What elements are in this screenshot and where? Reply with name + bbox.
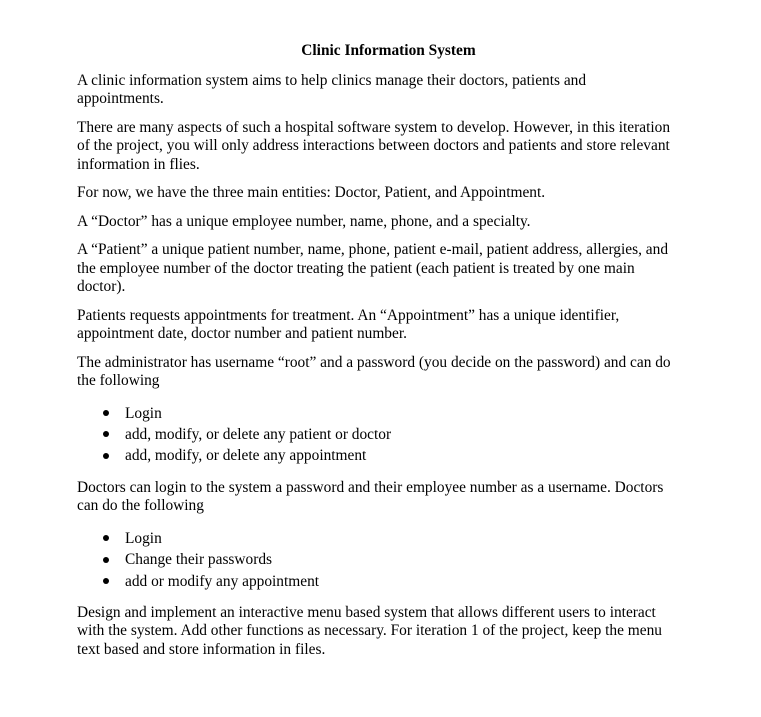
design-paragraph: Design and implement an interactive menu based system that allows different users to interact with the system. Add other functions as necessary. For iteration 1 of the project, keep the menu text based and store information in files.	[77, 603, 662, 658]
document-title: Clinic Information System	[301, 42, 476, 59]
bullet-icon	[103, 557, 109, 563]
bullet-icon	[103, 431, 109, 437]
list-item-label: Change their passwords	[125, 551, 273, 569]
bullet-icon	[103, 535, 109, 541]
list-item-label: add, modify, or delete any patient or doctor	[125, 425, 392, 443]
appointment-paragraph: Patients requests appointments for treatment. An “Appointment” has a unique identifier, appointment date, doctor number and patient number.	[77, 306, 620, 342]
bullet-icon	[103, 410, 109, 416]
list-item	[77, 424, 707, 445]
list-item	[77, 445, 707, 466]
intro-paragraph: A clinic information system aims to help clinics manage their doctors, patients and appointments.	[77, 71, 587, 107]
doctor-paragraph: A “Doctor” has a unique employee number, name, phone, and a specialty.	[77, 212, 531, 230]
list-item-label: Login	[125, 404, 162, 422]
document	[77, 42, 707, 669]
list-item-label: add, modify, or delete any appointment	[125, 447, 367, 465]
list-item	[77, 403, 707, 424]
patient-paragraph: A “Patient” a unique patient number, name, phone, patient e-mail, patient address, allergies, and the employee number of the doctor treating the patient (each patient is treated by one main doctor).	[77, 241, 669, 295]
list-item	[77, 528, 707, 549]
list-item-label: add or modify any appointment	[125, 572, 320, 590]
bullet-icon	[103, 578, 109, 584]
list-item-label: Login	[125, 529, 162, 547]
bullet-icon	[103, 453, 109, 459]
aspects-paragraph: There are many aspects of such a hospital software system to develop. However, in this iteration of the project, you will only address interactions between doctors and patients and store relevant information in flies.	[77, 118, 671, 173]
list-item	[77, 549, 707, 570]
list-item	[77, 571, 707, 592]
admin-actions-list	[77, 403, 707, 467]
entities-paragraph: For now, we have the three main entities: Doctor, Patient, and Appointment.	[77, 184, 546, 201]
admin-paragraph: The administrator has username “root” and a password (you decide on the password) and can do the following	[77, 353, 671, 389]
doctors-login-paragraph: Doctors can login to the system a password and their employee number as a username. Doctors can do the following	[77, 478, 664, 515]
doctor-actions-list	[77, 528, 707, 592]
